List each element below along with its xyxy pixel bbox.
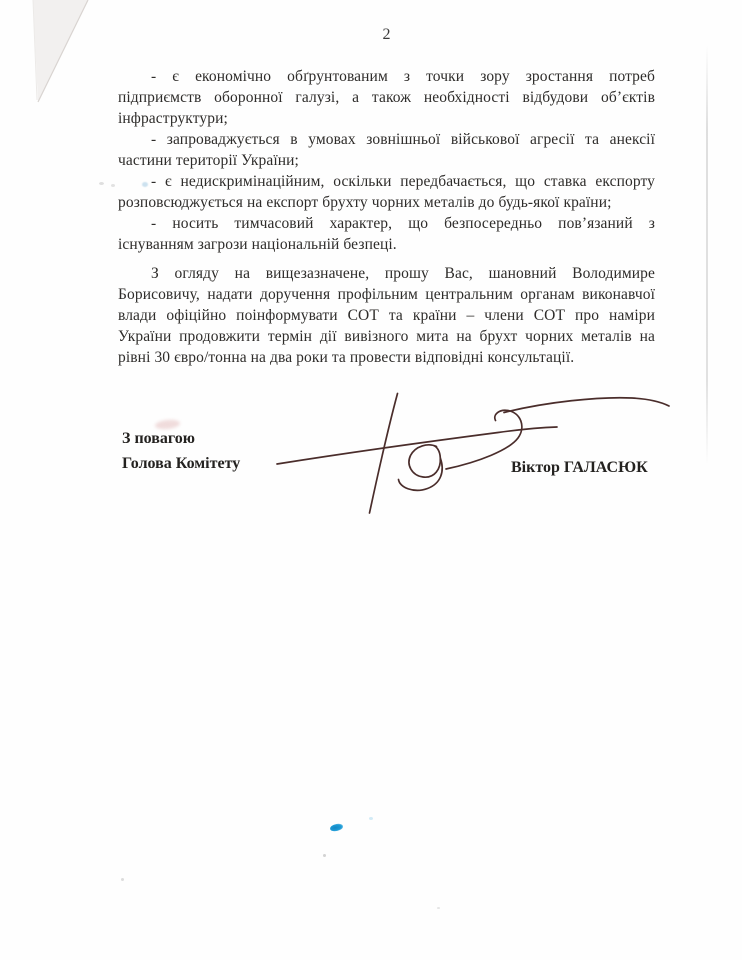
page-edge-shadow [706, 45, 708, 465]
text-line: Борисовичу, надати доручення профільним центральним органам виконавчої [118, 286, 655, 303]
text-line: рівні 30 євро/тонна на два роки та провести відповідні консультації. [118, 349, 575, 366]
page-number: 2 [382, 26, 391, 43]
paragraph-closing [118, 263, 655, 368]
scan-speck [437, 907, 440, 909]
signatory-name: Віктор ГАЛАСЮК [511, 459, 648, 476]
text-line: - є недискримінаційним, оскільки передбачається, що ставка експорту [151, 173, 655, 190]
text-line: - запроваджується в умовах зовнішньої військової агресії та анексії [151, 131, 655, 148]
scan-speck [121, 878, 124, 881]
corner-fold-artifact [0, 0, 120, 110]
paragraph-bullet-2 [118, 129, 655, 171]
pink-smudge-artifact [155, 419, 181, 431]
blue-dot-artifact [369, 817, 373, 820]
paragraph-bullet-3 [118, 171, 655, 213]
body-text [118, 66, 655, 368]
text-line: існуванням загрози національній безпеці. [118, 236, 397, 253]
scan-speck [323, 854, 326, 857]
paragraph-bullet-4 [118, 213, 655, 255]
scan-speck [99, 182, 104, 185]
scan-speck [111, 184, 115, 187]
blue-tint-artifact [142, 182, 148, 187]
text-line: - носить тимчасовий характер, що безпосередньо пов’язаний з [151, 215, 655, 232]
text-line: частини території України; [118, 152, 299, 169]
text-line: розповсюджується на експорт брухту чорних металів до будь-якої країни; [118, 194, 612, 211]
text-line: влади офіційно поінформувати СОТ та країни – члени СОТ про наміри [118, 307, 655, 324]
signature-salutation: З повагою [122, 430, 195, 447]
text-line: підприємств оборонної галузі, а також необхідності відбудови об’єктів [118, 89, 655, 106]
paragraph-bullet-1 [118, 66, 655, 129]
text-line: - є економічно обґрунтованим з точки зору зростання потреб [151, 68, 655, 85]
text-line: України продовжити термін дії вивізного мита на брухт чорних металів на [118, 328, 655, 345]
handwritten-signature [260, 385, 680, 525]
signatory-title: Голова Комітету [122, 455, 241, 472]
text-line: інфраструктури; [118, 110, 228, 127]
blue-ink-mark [329, 823, 343, 832]
text-line: З огляду на вищезазначене, прошу Вас, шановний Володимире [151, 265, 655, 282]
